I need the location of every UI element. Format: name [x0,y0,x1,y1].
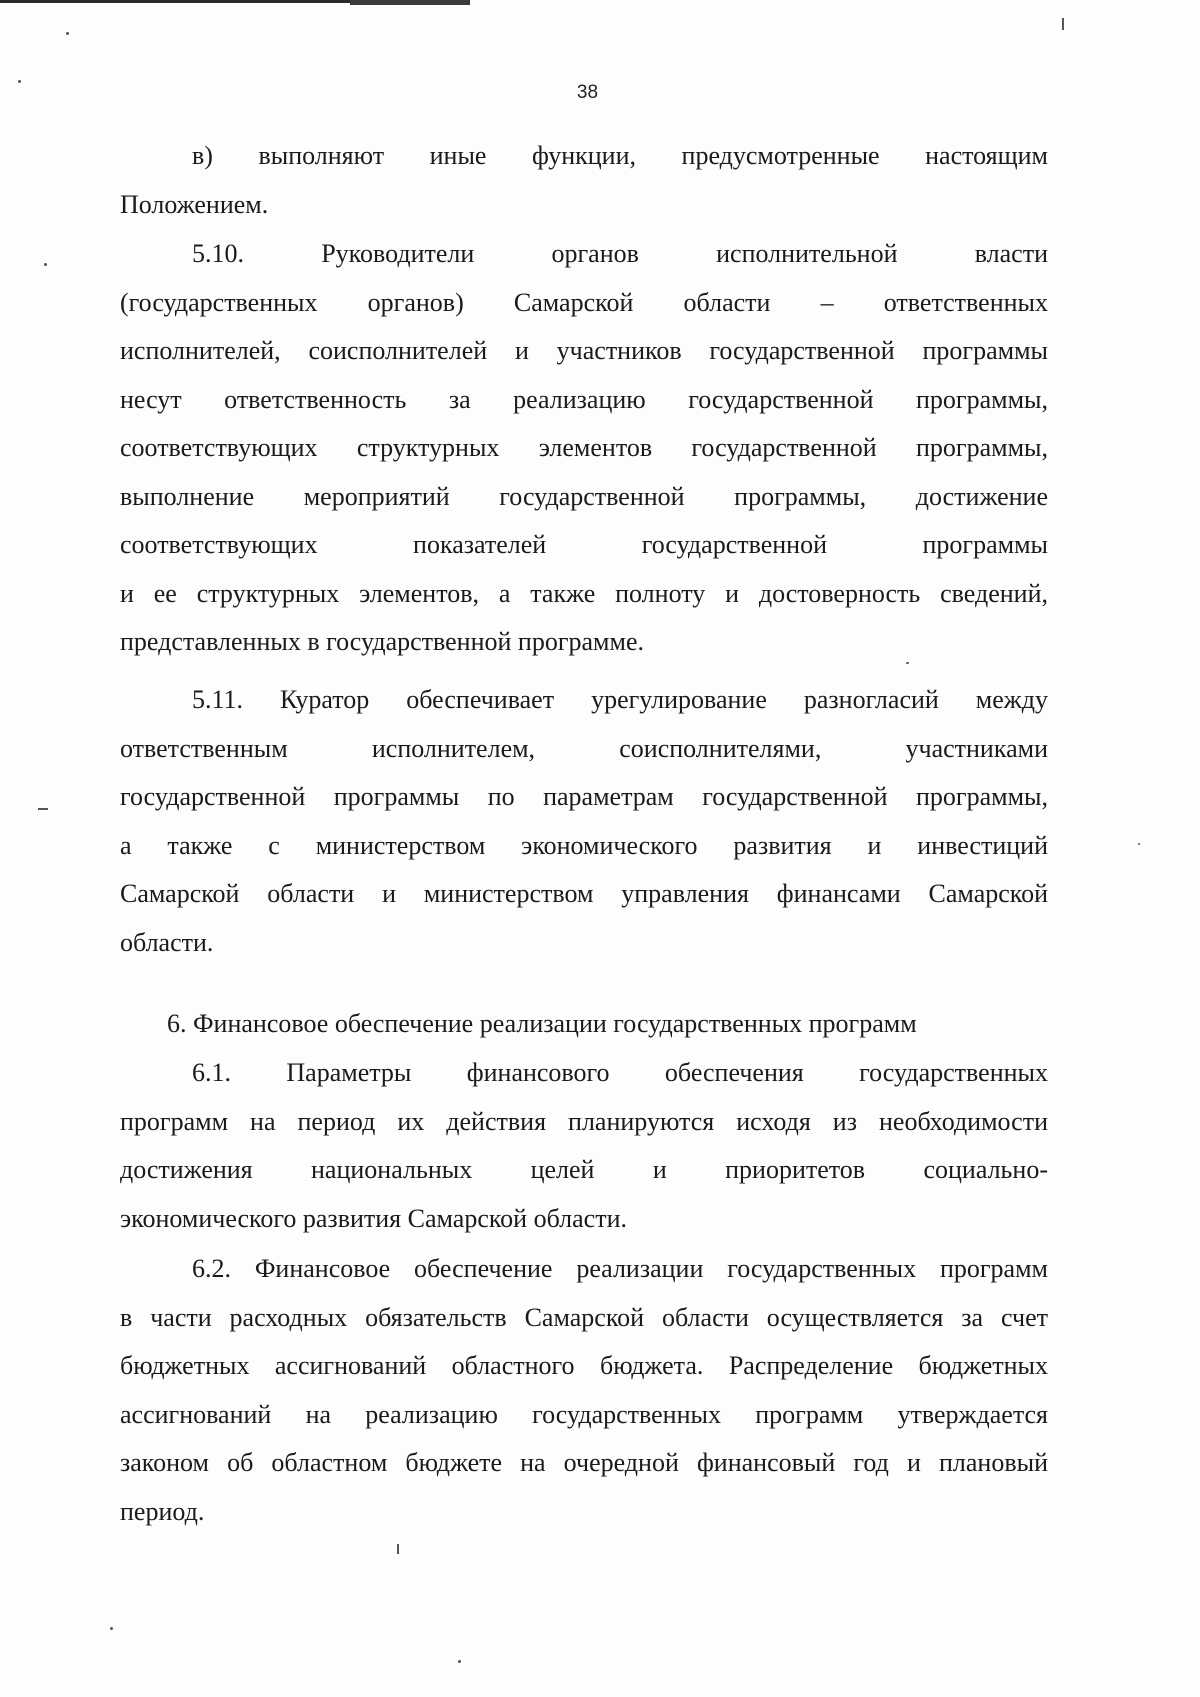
text-line: Самарской области и министерством управления финансами Самарской [120,879,1048,908]
text-line: 6.2. Финансовое обеспечение реализации государственных программ [192,1254,1048,1283]
scan-speck [397,1544,399,1554]
scan-speck [1062,18,1064,30]
text-line: соответствующих показателей государственной программы [120,530,1048,559]
scan-speck [44,263,47,266]
scan-speck [38,808,48,810]
paragraph-5-11 [120,676,1048,967]
text-line: ассигнований на реализацию государственных программ утверждается [120,1399,1048,1429]
text-line: представленных в государственной программе. [120,627,644,656]
text-line: и ее структурных элементов, а также полноту и достоверность сведений, [120,578,1048,608]
scan-speck [1138,843,1140,845]
scan-speck [110,1627,113,1630]
text-line: а также с министерством экономического развития и инвестиций [120,830,1048,860]
text-line: 5.10. Руководители органов исполнительной власти [192,239,1048,268]
paragraph-5-10 [120,230,1048,667]
scan-top-rule-mark [350,0,470,5]
text-line: период. [120,1496,205,1526]
text-line: исполнителей, соисполнителей и участников государственной программы [120,336,1048,365]
text-line: (государственных органов) Самарской области – ответственных [120,287,1048,317]
paragraph-6-2 [120,1245,1048,1536]
text-line: Положением. [120,189,269,219]
text-line: ответственным исполнителем, соисполнителями, участниками [120,733,1048,763]
text-line: 6.1. Параметры финансового обеспечения государственных [192,1058,1048,1087]
text-line: 5.11. Куратор обеспечивает урегулирование разногласий между [192,685,1048,714]
text-line: достижения национальных целей и приоритетов социально- [120,1155,1048,1184]
text-line: выполнение мероприятий государственной программы, достижение [120,481,1048,511]
text-line: бюджетных ассигнований областного бюджета. Распределение бюджетных [120,1351,1048,1380]
paragraph-6-1 [120,1049,1048,1243]
text-line: в части расходных обязательств Самарской области осуществляется за счет [120,1302,1048,1332]
text-line: в) выполняют иные функции, предусмотренные настоящим [192,141,1048,170]
text-line: государственной программы по параметрам государственной программы, [120,782,1048,811]
text-line: законом об областном бюджете на очередной финансовый год и плановый [120,1448,1048,1477]
text-line: области. [120,927,214,957]
section-heading: 6. Финансовое обеспечение реализации государственных программ [167,1009,917,1038]
scan-speck [66,32,69,35]
text-line: программ на период их действия планируются исходя из необходимости [120,1106,1048,1136]
scan-speck [458,1660,461,1663]
paragraph-item-v [120,132,1048,229]
text-line: соответствующих структурных элементов государственной программы, [120,433,1048,462]
page-number: 38 [576,82,599,103]
text-line: несут ответственность за реализацию государственной программы, [120,384,1048,414]
text-line: экономического развития Самарской области. [120,1203,627,1233]
